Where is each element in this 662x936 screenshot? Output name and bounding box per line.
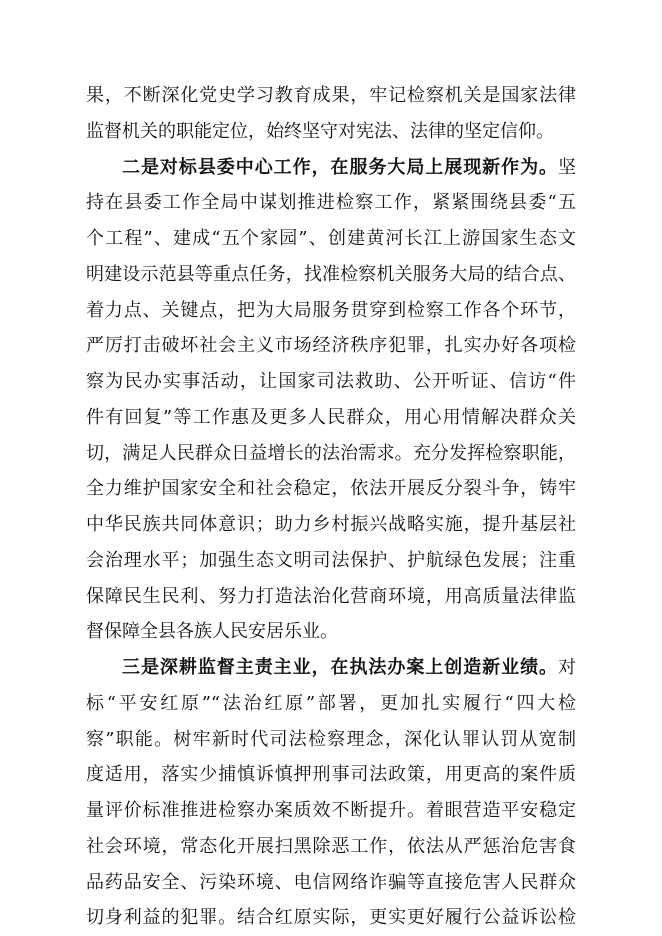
text-line: 社会环境，常态化开展扫黑除恶工作，依法从严惩治危害食 — [86, 835, 576, 857]
text-line: 切身利益的犯罪。结合红原实际，更实更好履行公益诉讼检 — [86, 907, 576, 929]
text-line: 品药品安全、污染环境、电信网络诈骗等直接危害人民群众 — [86, 871, 576, 893]
text-line: 着力点、关键点，把为大局服务贯穿到检察工作各个环节， — [86, 299, 576, 321]
text-line: 监督机关的职能定位，始终坚守对宪法、法律的坚定信仰。 — [86, 120, 554, 142]
paragraph-lead-line — [86, 650, 576, 686]
text-line: 会治理水平；加强生态文明司法保护、护航绿色发展；注重 — [86, 549, 576, 571]
text-line: 个工程”、建成“五个家园”、创建黄河长江上游国家生态文 — [86, 228, 576, 249]
text-line: 明建设示范县等重点任务，找准检察机关服务大局的结合点、 — [86, 263, 576, 285]
text-fragment: 对 — [558, 657, 576, 678]
text-line: 量评价标准推进检察办案质效不断提升。着眼营造平安稳定 — [86, 800, 576, 821]
document-page — [86, 78, 576, 936]
text-line: 全力维护国家安全和社会稳定，依法开展反分裂斗争，铸牢 — [86, 478, 576, 500]
paragraph-lead-line — [86, 150, 576, 186]
paragraph-heading: 三是深耕监督主责主业，在执法办案上创造新业绩。 — [122, 657, 558, 678]
text-line: 察为民办实事活动，让国家司法救助、公开听证、信访“件 — [86, 371, 576, 392]
text-line: 切，满足人民群众日益增长的法治需求。充分发挥检察职能， — [86, 442, 576, 464]
text-line: 中华民族共同体意识；助力乡村振兴战略实施，提升基层社 — [86, 514, 576, 535]
text-line: 件有回复”等工作惠及更多人民群众，用心用情解决群众关 — [86, 406, 576, 428]
text-line: 度适用，落实少捕慎诉慎押刑事司法政策，用更高的案件质 — [86, 764, 576, 786]
text-line: 严厉打击破坏社会主义市场经济秩序犯罪，扎实办好各项检 — [86, 335, 576, 357]
text-line: 督保障全县各族人民安居乐业。 — [86, 621, 338, 643]
text-fragment: 坚 — [558, 156, 576, 178]
paragraph-heading: 二是对标县委中心工作，在服务大局上展现新作为。 — [122, 156, 558, 178]
text-line: 持在县委工作全局中谋划推进检察工作，紧紧围绕县委“五 — [86, 192, 576, 214]
text-line: 果，不断深化党史学习教育成果，牢记检察机关是国家法律 — [86, 85, 576, 106]
text-line: 保障民生民利、努力打造法治化营商环境，用高质量法律监 — [86, 585, 576, 607]
text-line: 标“平安红原”“法治红原”部署，更加扎实履行“四大检 — [86, 692, 576, 714]
text-line: 察”职能。树牢新时代司法检察理念，深化认罪认罚从宽制 — [86, 728, 576, 750]
